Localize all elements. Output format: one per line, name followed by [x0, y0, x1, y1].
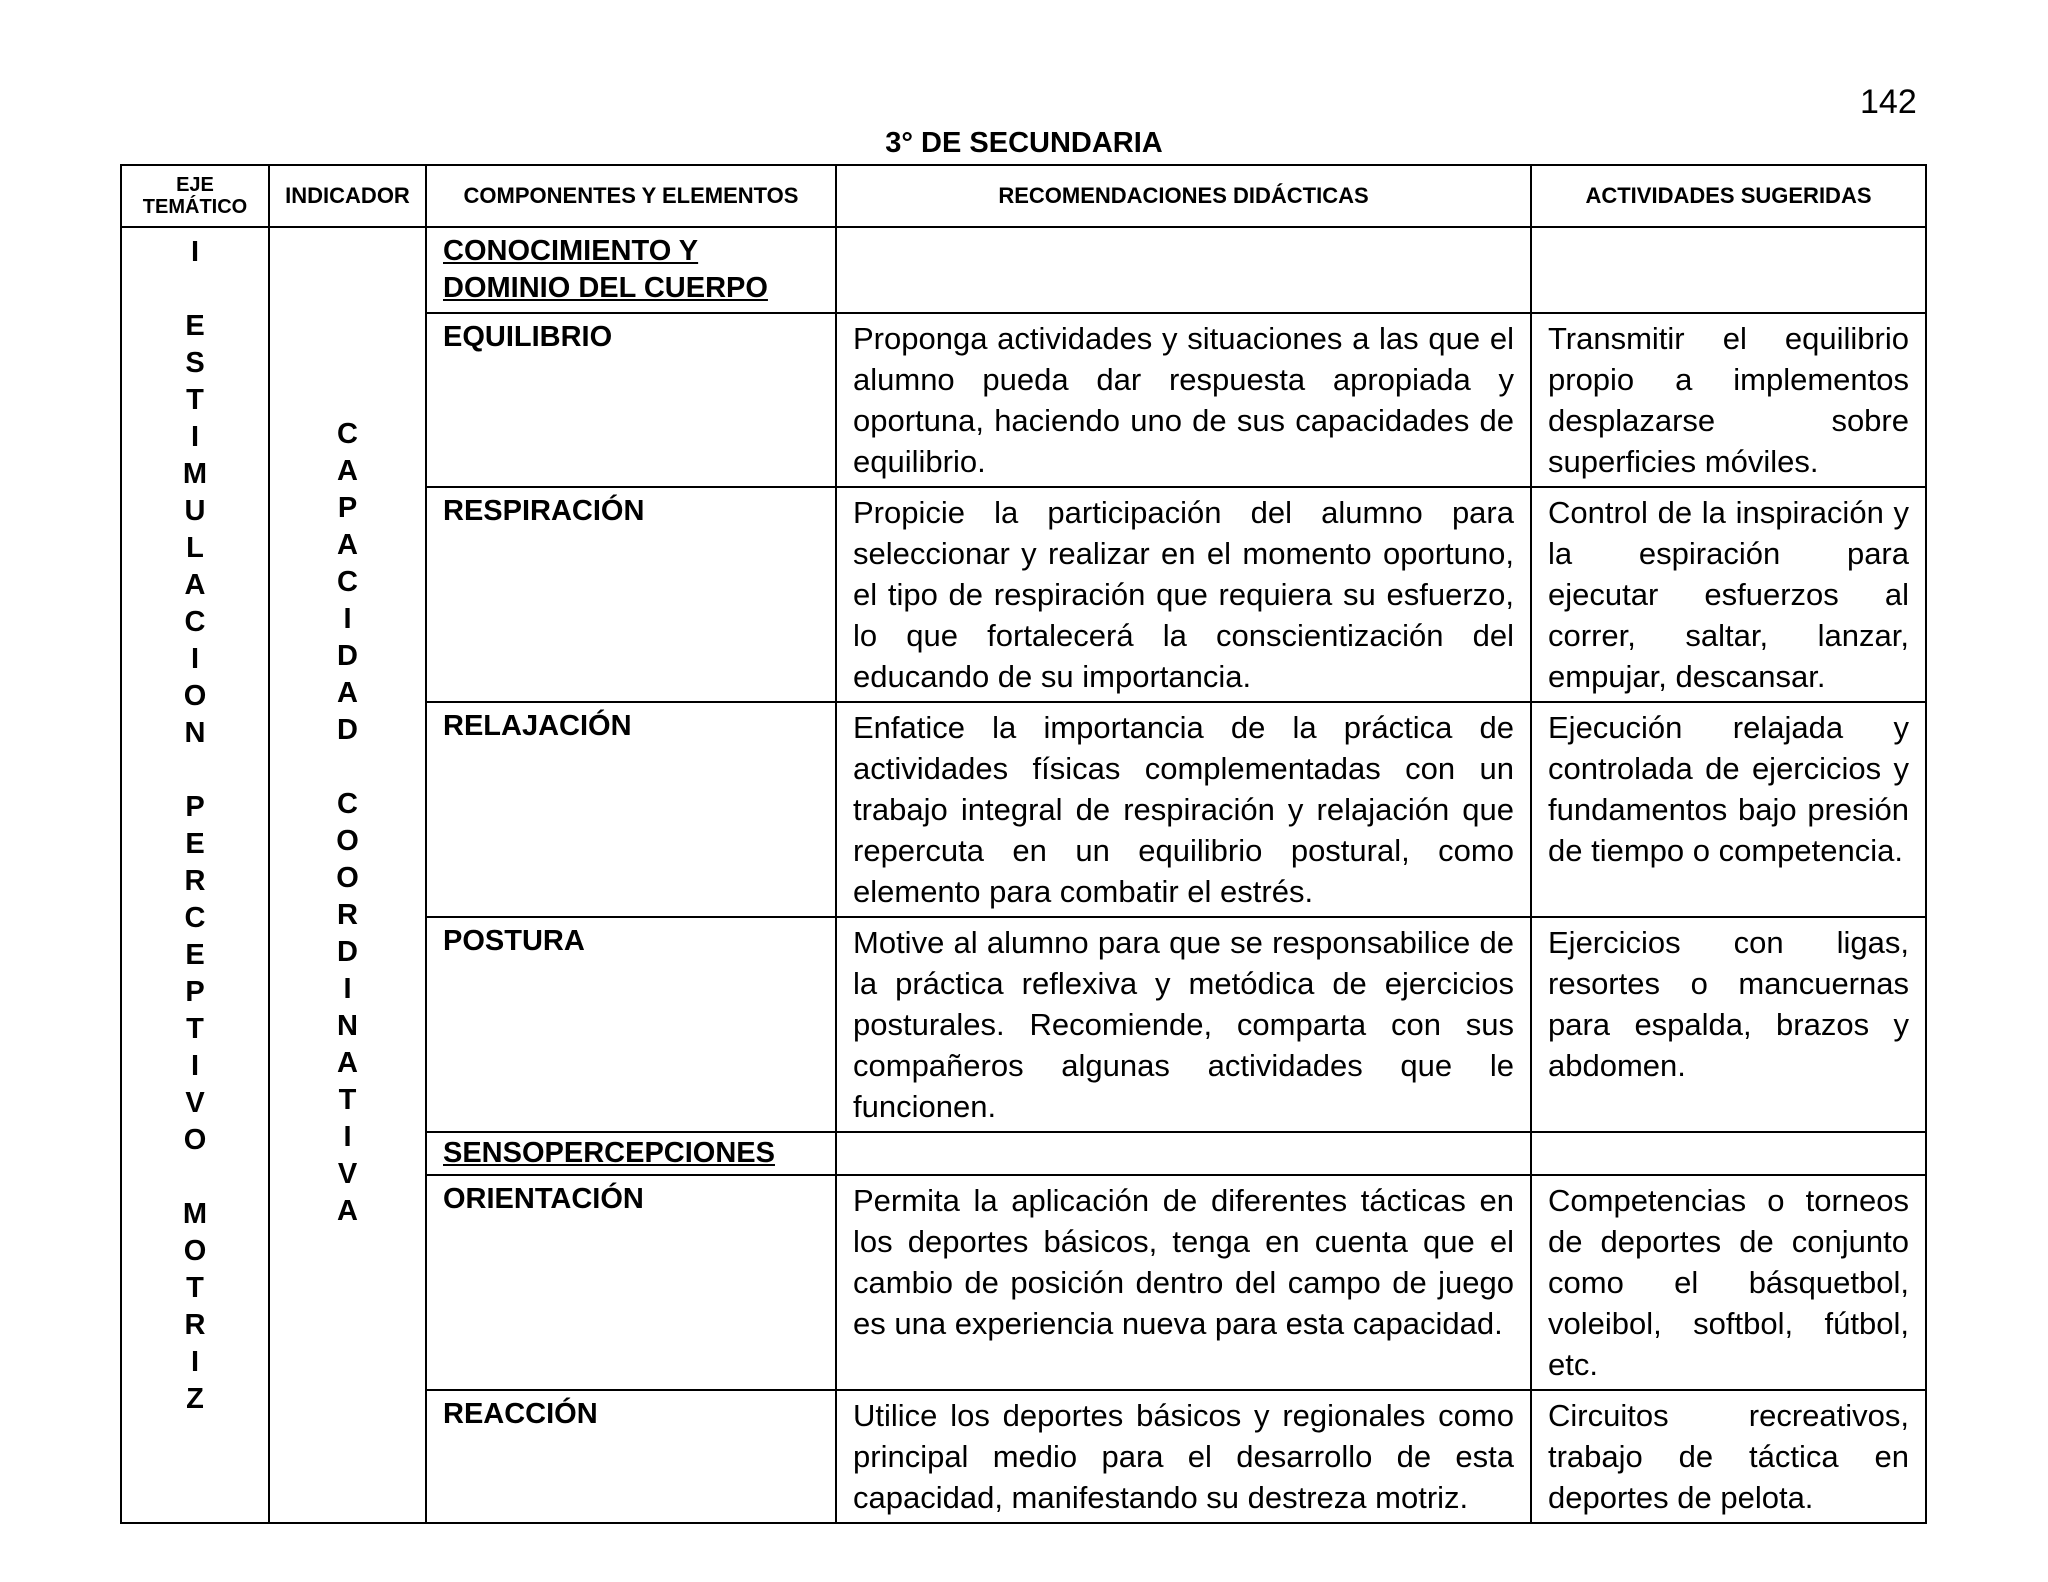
eje-letter: L	[186, 532, 204, 564]
activity-text	[1532, 1133, 1925, 1141]
recommendation-text	[837, 228, 1530, 236]
component-label: RELAJACIÓN	[443, 710, 632, 742]
eje-letter: I	[190, 1346, 200, 1378]
table-row	[121, 227, 1926, 313]
eje-letter: T	[186, 1272, 204, 1304]
eje-letter: S	[185, 347, 205, 379]
indicador-letter	[270, 749, 425, 786]
activity-text: Competencias o torneos de deportes de conjunto como el básquetbol, voleibol, softbol, fútbol, etc.	[1548, 1183, 1909, 1382]
eje-letter: R	[184, 1309, 206, 1341]
eje-letter: P	[185, 976, 205, 1008]
eje-letter: V	[185, 1087, 205, 1119]
activity-cell	[1531, 1132, 1926, 1175]
header-row	[121, 165, 1926, 227]
eje-letter: I	[190, 1050, 200, 1082]
recommendation-text: Utilice los deportes básicos y regionales como principal medio para el desarrollo de esta capacidad, manifestando su destreza motriz.	[853, 1398, 1514, 1515]
page-title: 3° DE SECUNDARIA	[885, 127, 1163, 159]
indicador-cell	[269, 227, 426, 1523]
eje-letter: I	[190, 236, 200, 268]
eje-letter: U	[184, 495, 206, 527]
recommendation-text: Permita la aplicación de diferentes tácticas en los deportes básicos, tenga en cuenta que el cambio de posición dentro del campo de juego es una experiencia nueva para esta capacidad.	[853, 1183, 1514, 1341]
header-indicador: INDICADOR	[269, 165, 426, 227]
eje-letter	[122, 271, 268, 308]
eje-letter	[122, 1159, 268, 1196]
indicador-letter: C	[337, 418, 358, 450]
eje-letter: C	[184, 606, 206, 638]
activity-cell	[1531, 487, 1926, 702]
activity-cell	[1531, 702, 1926, 917]
eje-vertical-text	[122, 228, 268, 1418]
indicador-letter: V	[337, 1158, 358, 1190]
recommendation-cell	[836, 1175, 1531, 1390]
indicador-letter: R	[337, 899, 358, 931]
eje-letter: A	[184, 569, 206, 601]
recommendation-cell	[836, 313, 1531, 487]
eje-letter: R	[184, 865, 206, 897]
indicador-letter: D	[337, 714, 358, 746]
eje-letter: T	[186, 1013, 204, 1045]
indicador-letter: D	[337, 640, 358, 672]
indicador-letter: A	[337, 1195, 358, 1227]
indicador-letter: O	[336, 862, 359, 894]
component-label: ORIENTACIÓN	[443, 1183, 644, 1215]
eje-letter: M	[182, 1198, 208, 1230]
component-cell	[426, 1175, 836, 1390]
header-recomendaciones: RECOMENDACIONES DIDÁCTICAS	[836, 165, 1531, 227]
activity-cell	[1531, 227, 1926, 313]
indicador-letter: C	[337, 566, 358, 598]
eje-letter: Z	[186, 1383, 204, 1415]
indicador-letter: I	[343, 1121, 352, 1153]
component-label: SENSOPERCEPCIONES	[443, 1137, 775, 1169]
activity-text: Transmitir el equilibrio propio a implementos desplazarse sobre superficies móviles.	[1548, 321, 1909, 479]
eje-letter	[122, 752, 268, 789]
recommendation-cell	[836, 702, 1531, 917]
activity-text: Circuitos recreativos, trabajo de táctica en deportes de pelota.	[1548, 1398, 1909, 1515]
indicador-letter: P	[337, 492, 358, 524]
eje-letter: N	[184, 717, 206, 749]
eje-letter: E	[185, 939, 205, 971]
page-number: 142	[1860, 83, 1917, 121]
activity-text: Control de la inspiración y la espiración para ejecutar esfuerzos al correr, saltar, lanzar, empujar, descansar.	[1548, 495, 1909, 694]
eje-letter: E	[185, 828, 205, 860]
component-cell	[426, 487, 836, 702]
indicador-vertical-text	[270, 228, 425, 1230]
recommendation-text: Propicie la participación del alumno para seleccionar y realizar en el momento oportuno, el tipo de respiración que requiera su esfuerzo, lo que fortalecerá la conscientización del educando de su importancia.	[853, 495, 1514, 694]
recommendation-cell	[836, 1390, 1531, 1523]
activity-cell	[1531, 313, 1926, 487]
activity-cell	[1531, 917, 1926, 1132]
eje-letter: C	[184, 902, 206, 934]
indicador-letter: A	[337, 677, 358, 709]
header-componentes: COMPONENTES Y ELEMENTOS	[426, 165, 836, 227]
eje-letter: P	[185, 791, 205, 823]
component-label: POSTURA	[443, 925, 585, 957]
recommendation-text: Motive al alumno para que se responsabilice de la práctica reflexiva y metódica de ejercicios posturales. Recomiende, comparta con sus compañeros algunas actividades que le funcionen.	[853, 925, 1514, 1124]
indicador-letter: O	[336, 825, 359, 857]
indicador-letter: I	[343, 603, 352, 635]
activity-cell	[1531, 1390, 1926, 1523]
recommendation-cell	[836, 227, 1531, 313]
eje-cell	[121, 227, 269, 1523]
component-cell	[426, 1390, 836, 1523]
eje-letter: M	[182, 458, 208, 490]
indicador-letter: A	[337, 455, 358, 487]
activity-cell	[1531, 1175, 1926, 1390]
eje-letter: E	[185, 310, 205, 342]
eje-letter: O	[183, 680, 207, 712]
indicador-letter: D	[337, 936, 358, 968]
header-actividades: ACTIVIDADES SUGERIDAS	[1531, 165, 1926, 227]
indicador-letter: I	[343, 973, 352, 1005]
component-label: REACCIÓN	[443, 1398, 598, 1430]
component-label: CONOCIMIENTO Y DOMINIO DEL CUERPO	[443, 235, 768, 304]
indicador-letter: C	[337, 788, 358, 820]
recommendation-text: Proponga actividades y situaciones a las que el alumno pueda dar respuesta apropiada y oportuna, haciendo uno de sus capacidades de equilibrio.	[853, 321, 1514, 479]
component-cell	[426, 702, 836, 917]
indicador-letter: A	[337, 529, 358, 561]
recommendation-cell	[836, 487, 1531, 702]
recommendation-text: Enfatice la importancia de la práctica de actividades físicas complementadas con un trabajo integral de respiración y relajación que repercuta en un equilibrio postural, como elemento para combatir el estrés.	[853, 710, 1514, 909]
component-label: EQUILIBRIO	[443, 321, 613, 353]
header-eje: EJE TEMÁTICO	[121, 165, 269, 227]
recommendation-cell	[836, 1132, 1531, 1175]
recommendation-cell	[836, 917, 1531, 1132]
component-cell	[426, 313, 836, 487]
eje-letter: O	[183, 1235, 207, 1267]
activity-text: Ejecución relajada y controlada de ejercicios y fundamentos bajo presión de tiempo o competencia.	[1548, 710, 1909, 868]
eje-letter: T	[186, 384, 204, 416]
activity-text: Ejercicios con ligas, resortes o mancuernas para espalda, brazos y abdomen.	[1548, 925, 1909, 1083]
indicador-letter: N	[337, 1010, 358, 1042]
component-cell	[426, 917, 836, 1132]
indicador-letter: A	[337, 1047, 358, 1079]
component-cell	[426, 1132, 836, 1175]
eje-letter: O	[183, 1124, 207, 1156]
eje-letter: I	[190, 421, 200, 453]
recommendation-text	[837, 1133, 1530, 1141]
component-cell	[426, 227, 836, 313]
indicador-letter: T	[338, 1084, 357, 1116]
eje-letter: I	[190, 643, 200, 675]
curriculum-table	[120, 164, 1927, 1524]
activity-text	[1532, 228, 1925, 236]
component-label: RESPIRACIÓN	[443, 495, 645, 527]
